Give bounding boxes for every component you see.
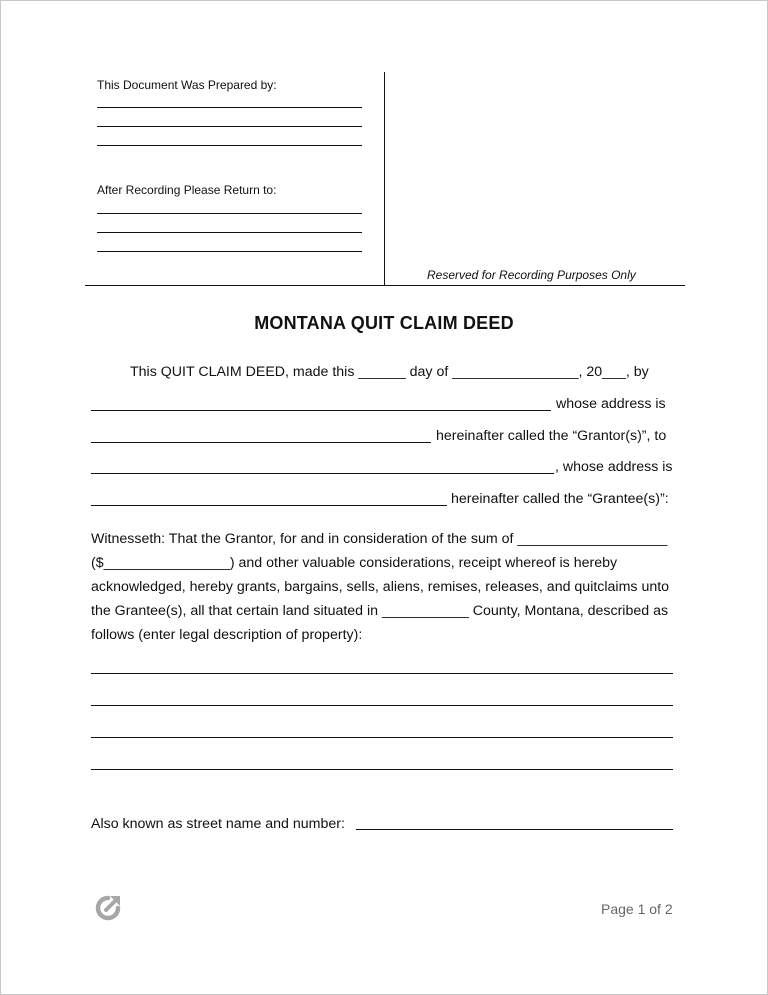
legal-description-line-4[interactable]	[91, 769, 673, 770]
deed-line-5-end: hereinafter called the “Grantee(s)”:	[451, 491, 669, 507]
witness-line-2: ($________________) and other valuable considerations, receipt whereof is hereby	[91, 555, 618, 571]
legal-description-line-1[interactable]	[91, 673, 673, 674]
header-divider-horizontal	[85, 285, 685, 286]
refresh-arrow-icon	[94, 894, 122, 922]
prepared-by-label: This Document Was Prepared by:	[97, 78, 277, 92]
deed-line-1: This QUIT CLAIM DEED, made this ______ day of ________________, 20___, by	[130, 364, 649, 380]
prepared-by-line-1[interactable]	[97, 107, 362, 108]
prepared-by-line-2[interactable]	[97, 126, 362, 127]
deed-line-3-end: hereinafter called the “Grantor(s)”, to	[436, 428, 667, 444]
return-to-label: After Recording Please Return to:	[97, 183, 277, 197]
deed-line-4-end: , whose address is	[555, 459, 673, 475]
witness-line-5: follows (enter legal description of property):	[91, 627, 363, 643]
header-divider-vertical	[384, 72, 385, 285]
return-to-line-3[interactable]	[97, 251, 362, 252]
deed-line-2-end: whose address is	[556, 396, 666, 412]
witness-line-1: Witnesseth: That the Grantor, for and in consideration of the sum of ___________________	[91, 531, 668, 547]
grantee-address-blank[interactable]	[91, 505, 447, 506]
page-title: MONTANA QUIT CLAIM DEED	[254, 313, 514, 333]
reserved-note: Reserved for Recording Purposes Only	[427, 268, 636, 282]
witness-line-3: acknowledged, hereby grants, bargains, sells, aliens, remises, releases, and quitclaims unto	[91, 579, 670, 595]
street-blank[interactable]	[356, 829, 673, 830]
prepared-by-line-3[interactable]	[97, 145, 362, 146]
page-number: Page 1 of 2	[601, 901, 673, 917]
legal-description-line-2[interactable]	[91, 705, 673, 706]
grantor-name-blank[interactable]	[91, 410, 551, 411]
grantee-name-blank[interactable]	[91, 473, 554, 474]
grantor-address-blank[interactable]	[91, 442, 431, 443]
witness-line-4: the Grantee(s), all that certain land situated in ___________ County, Montana, described as	[91, 603, 669, 619]
street-label: Also known as street name and number:	[91, 816, 345, 832]
legal-description-line-3[interactable]	[91, 737, 673, 738]
return-to-line-1[interactable]	[97, 213, 362, 214]
return-to-line-2[interactable]	[97, 232, 362, 233]
